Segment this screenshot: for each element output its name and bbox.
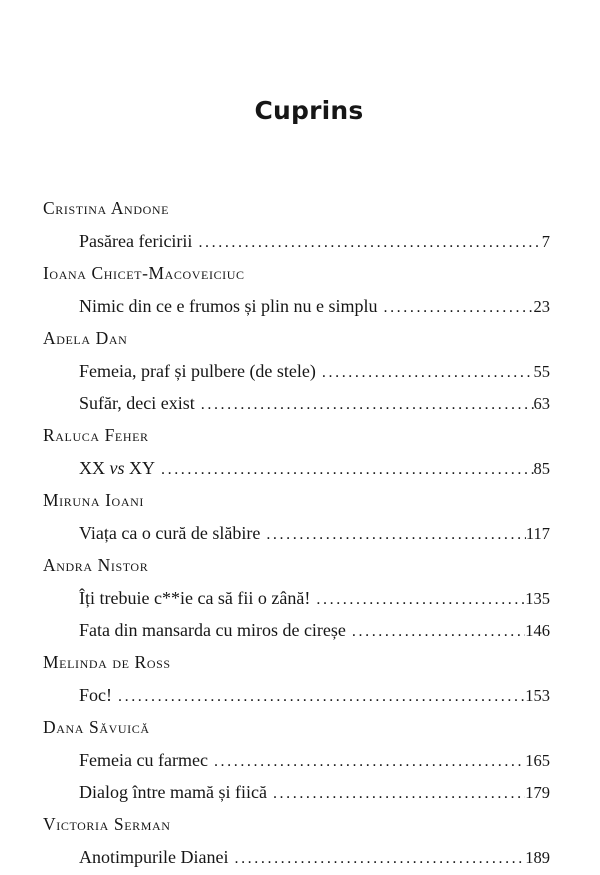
- toc-entry: [79, 614, 550, 646]
- toc-entry: [79, 582, 550, 614]
- entry-page-number: 135: [525, 589, 550, 608]
- dot-leader: [208, 746, 525, 778]
- entry-page-number: 85: [533, 459, 550, 478]
- toc-entry: [79, 355, 550, 387]
- dot-leader: [377, 292, 533, 324]
- author-name: Ioana Chicet-Macoveiciuc: [43, 263, 245, 283]
- page-title: Cuprins: [254, 96, 364, 125]
- entry-title: Foc!: [79, 685, 112, 705]
- author-name: Raluca Feher: [43, 425, 149, 445]
- toc-entry: [79, 387, 550, 419]
- entry-title: Fata din mansarda cu miros de cireșe: [79, 620, 346, 640]
- entry-title: Îți trebuie c**ie ca să fii o zână!: [79, 588, 311, 608]
- entry-title: Sufăr, deci exist: [79, 393, 195, 413]
- author-name: Miruna Ioani: [43, 490, 144, 510]
- toc-entry: [79, 744, 550, 776]
- entry-page-number: 63: [533, 394, 550, 413]
- dot-leader: [228, 843, 525, 875]
- toc-entry: [79, 776, 550, 808]
- dot-leader: [267, 778, 525, 810]
- entry-page-number: 117: [525, 524, 550, 543]
- dot-leader: [346, 616, 525, 648]
- author-name: Cristina Andone: [43, 198, 170, 218]
- entry-page-number: 146: [525, 621, 550, 640]
- author-name: Melinda de Ross: [43, 652, 171, 672]
- table-of-contents: [43, 192, 550, 873]
- toc-entry: [79, 452, 550, 484]
- dot-leader: [155, 454, 534, 486]
- author-name: Adela Dan: [43, 328, 128, 348]
- entry-title: Femeia cu farmec: [79, 750, 208, 770]
- toc-entry: [79, 225, 550, 257]
- author-name: Andra Nistor: [43, 555, 149, 575]
- entry-title: Pasărea fericirii: [79, 231, 193, 251]
- entry-page-number: 7: [541, 232, 550, 251]
- entry-page-number: 55: [533, 362, 550, 381]
- entry-title: Viața ca o cură de slăbire: [79, 523, 261, 543]
- entry-page-number: 189: [525, 848, 550, 867]
- entry-page-number: 23: [533, 297, 550, 316]
- toc-entry: [79, 517, 550, 549]
- dot-leader: [192, 227, 541, 259]
- author-name: Dana Săvuică: [43, 717, 150, 737]
- entry-page-number: 179: [525, 783, 550, 802]
- dot-leader: [316, 357, 534, 389]
- dot-leader: [195, 389, 534, 421]
- entry-title: Anotimpurile Dianei: [79, 847, 229, 867]
- toc-entry: [79, 841, 550, 873]
- entry-page-number: 153: [525, 686, 550, 705]
- toc-entry: [79, 679, 550, 711]
- dot-leader: [310, 584, 525, 616]
- author-name: Victoria Serman: [43, 814, 171, 834]
- entry-title: XX vs XY: [79, 458, 155, 478]
- entry-title: Nimic din ce e frumos și plin nu e simplu: [79, 296, 378, 316]
- dot-leader: [112, 681, 525, 713]
- toc-entry: [79, 290, 550, 322]
- entry-page-number: 165: [525, 751, 550, 770]
- dot-leader: [260, 519, 526, 551]
- entry-title: Dialog între mamă și fiică: [79, 782, 267, 802]
- entry-title: Femeia, praf și pulbere (de stele): [79, 361, 316, 381]
